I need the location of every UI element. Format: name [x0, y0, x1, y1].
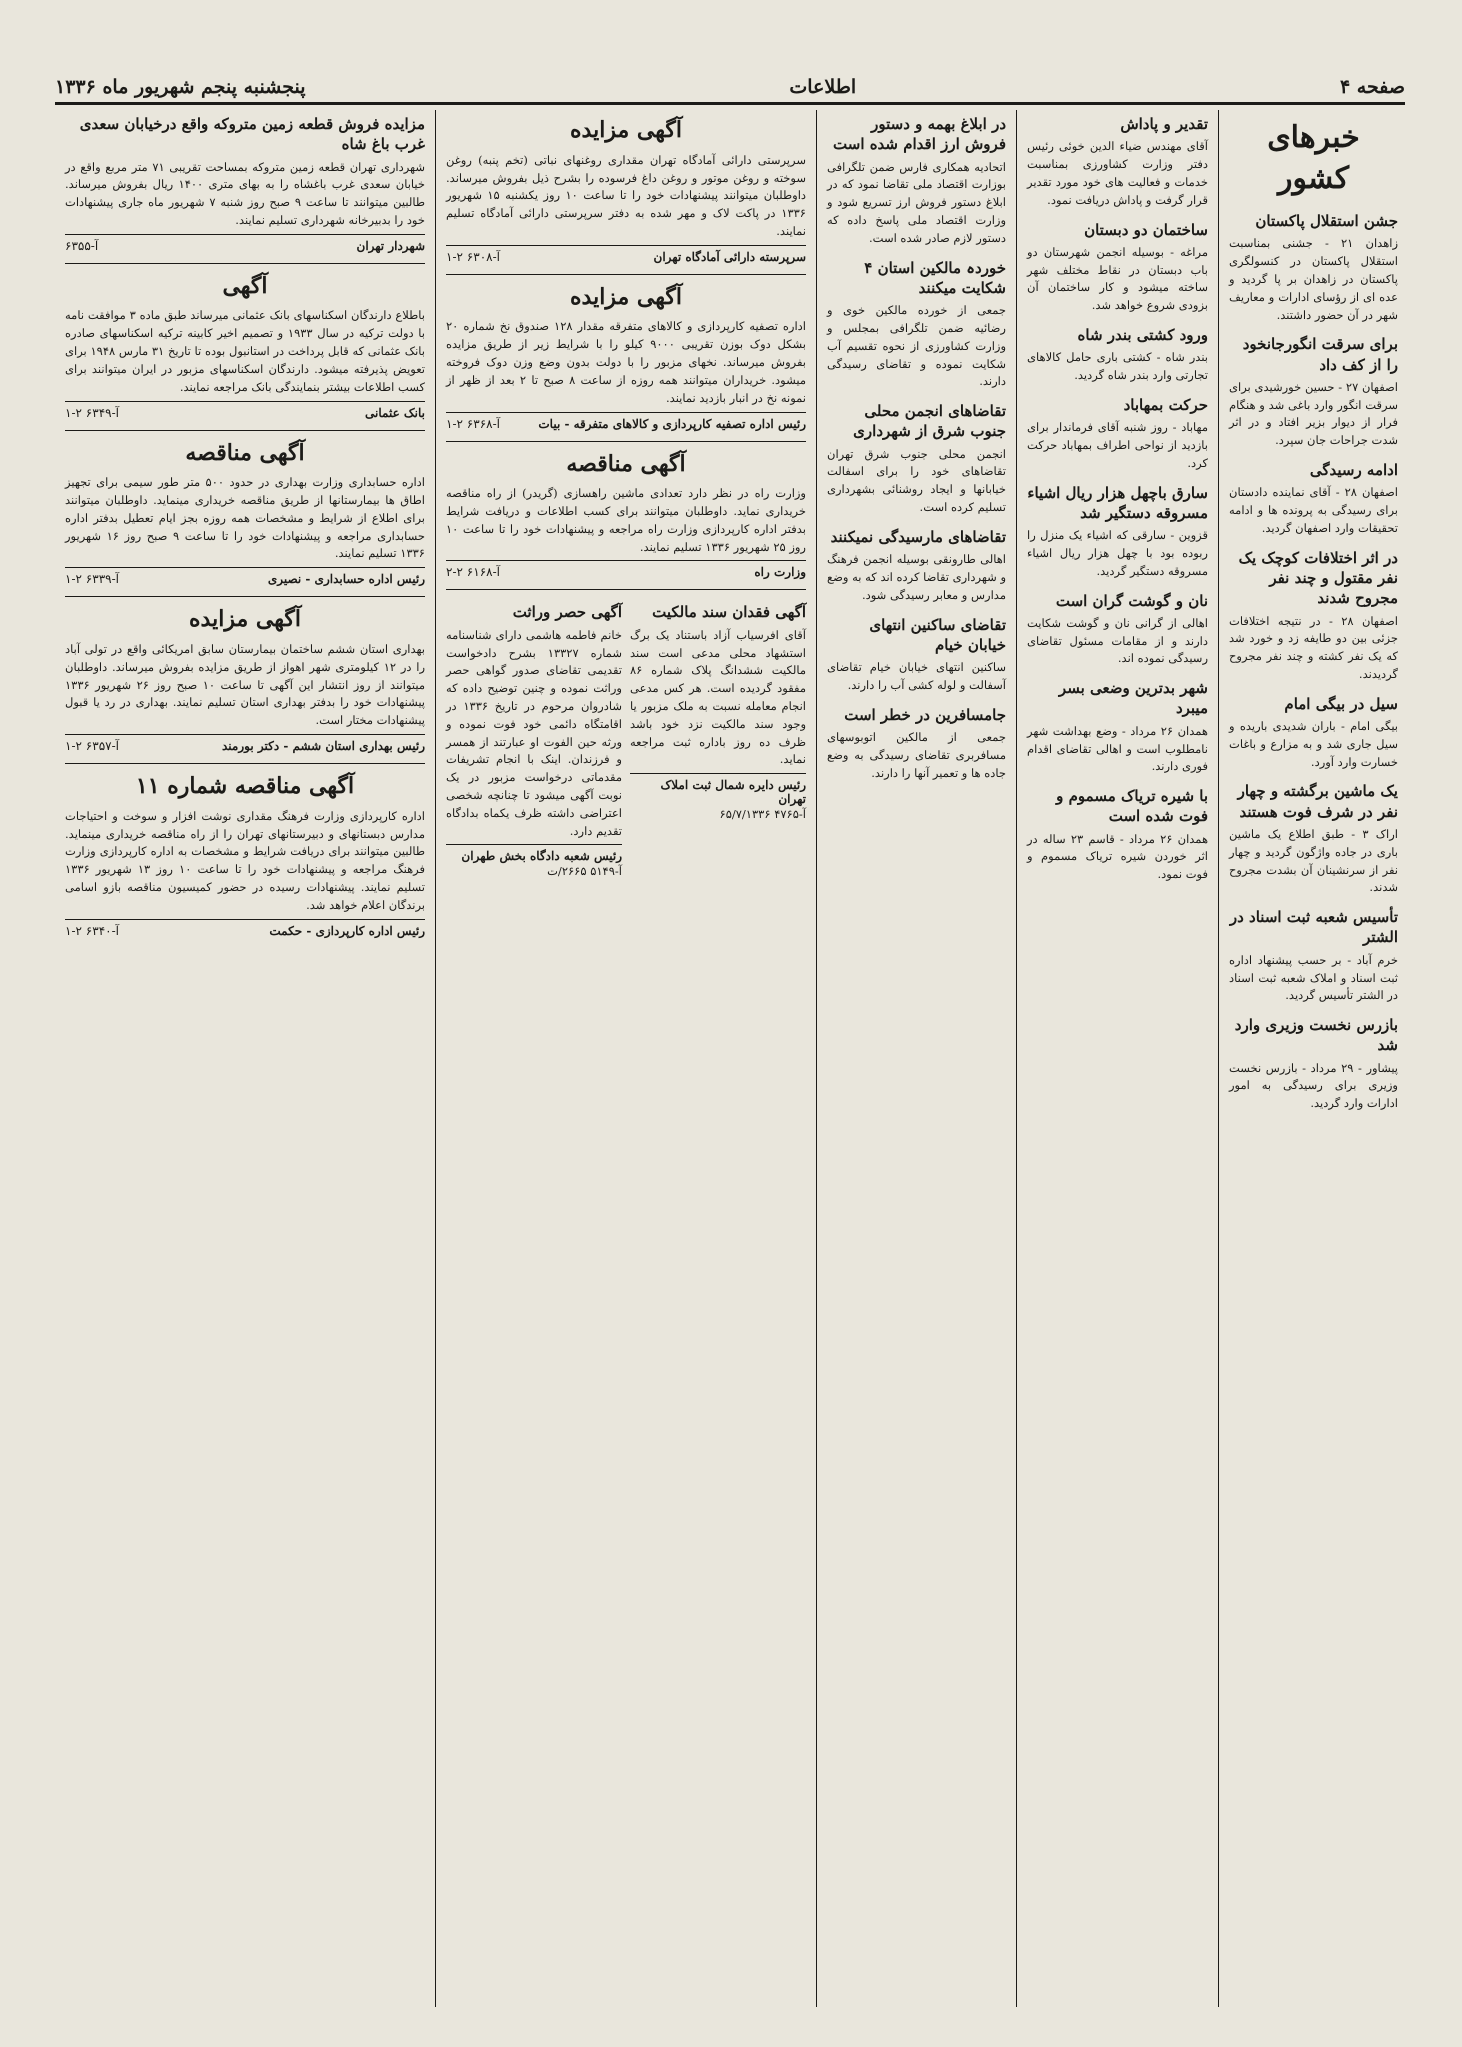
issue-date: پنجشنبه پنجم شهریور ماه ۱۳۳۶	[55, 76, 306, 98]
article-body: همدان ۲۶ مرداد - قاسم ۲۳ ساله در اثر خوردن شیره تریاک مسموم و فوت نمود.	[1027, 831, 1209, 882]
news-article	[1027, 786, 1208, 884]
ad-signature	[446, 245, 806, 264]
ad-issuer: رئیس اداره حسابداری - نصیری	[267, 572, 425, 587]
ad-signature	[65, 734, 425, 753]
article-headline: جامسافرین در خطر است	[844, 705, 1006, 724]
ad-issuer: رئیس شعبه دادگاه بخش طهران	[461, 849, 622, 864]
article-body: همدان ۲۶ مرداد - وضع بهداشت شهر نامطلوب است و اهالی تقاضای اقدام فوری دارند.	[1027, 723, 1208, 774]
article-headline: تأسیس شعبه ثبت اسناد در الشتر	[1229, 908, 1398, 947]
article-headline: ساختمان دو دبستان	[1084, 220, 1208, 239]
ad-body: اداره کارپردازی وزارت فرهنگ مقداری نوشت افزار و سوخت و احتیاجات مدارس دبستانهای و دبیرستانهای تهران را از راه مناقصه خریداری مینماید. طالبین میتوانند برای دریافت شرایط و مشخصات به اداره کارپردازی وزارت فرهنگ مراجعه و پیشنهادات خود را تا ساعت ۱۰ روز ۱۳ شهریور ۱۳۳۶ تسلیم نمایند. پیشنهادات رسیده در حضور کمیسیون مناقصه بازو اسامی برندگان اعلام خواهد شد.	[65, 808, 425, 912]
ad-signature	[630, 773, 806, 806]
ad-code: آ-۶۳۴۰ ۲-۱	[65, 923, 119, 938]
ad-signature	[446, 560, 806, 579]
ad-auction	[65, 605, 425, 753]
ad-tender	[446, 450, 806, 580]
ad-body: شهرداری تهران قطعه زمین متروکه بمساحت تقریبی ۷۱ متر مربع واقع در خیابان سعدی غرب باغشاه را به بهای متری ۱۴۰۰ ریال بفروش میرساند. طالبین میتوانند تا ساعت ۹ صبح روز شنبه ۷ شهریور ماه جاری پیشنهادات خود را بدبیرخانه شهرداری تسلیم نمایند.	[65, 159, 426, 227]
ad-auction	[446, 283, 806, 431]
article-body: اتحادیه همکاری فارس ضمن تلگرافی بوزارت اقتصاد ملی تقاضا نمود که در ابلاغ دستور فروش ارز تسریع شود و وزارت اقتصاد ملی پاسخ داده که دستور لازم صادر شده است.	[827, 159, 1006, 245]
news-article	[1229, 548, 1398, 684]
article-headline: با شیره تریاک مسموم و فوت شده است	[1056, 787, 1208, 826]
ad-body: اداره حسابداری وزارت بهداری در حدود ۵۰۰ متر طور سیمی برای تجهیز اطاق ها بیمارستانها از طریق مناقصه خریداری مینماید. داوطلبان میتوانند برای اطلاع از شرایط و مشخصات همه روزه بجز ایام تعطیل بدفتر اداره حسابداری مراجعه و پیشنهادات خود را تا ساعت ۹ صبح روز ۱۶ شهریور ۱۳۳۶ تسلیم نمایند.	[65, 475, 425, 561]
ad-land-sale	[65, 114, 425, 253]
ad-code: آ-۶۳۵۵	[65, 238, 99, 253]
article-body: زاهدان ۲۱ - جشنی بمناسبت استقلال پاکستان در کنسولگری پاکستان در زاهدان بر پا گردید و عده ای از رؤسای ادارات و معاریف شهر در آن حضور داشتند.	[1229, 236, 1399, 322]
ad-tender-11	[65, 772, 425, 938]
article-body: بندر شاه - کشتی باری حامل کالاهای تجارتی وارد بندر شاه گردید.	[1027, 350, 1208, 383]
ad-issuer: رئیس اداره کارپردازی - حکمت	[269, 923, 425, 938]
ad-body: وزارت راه در نظر دارد تعدادی ماشین راهسازی (گریدر) از راه مناقصه خریداری نماید. داوطلبان میتوانند برای کسب اطلاعات و دریافت شرایط بدفتر اداره کارپردازی وزارت راه مراجعه و پیشنهادات خود را تا ساعت ۱۰ روز ۲۵ شهریور ۱۳۳۶ تسلیم نمایند.	[446, 486, 806, 554]
page-number: صفحه ۴	[1339, 76, 1405, 98]
article-body: اهالی از گرانی نان و گوشت شکایت دارند و از مقامات مسئول تقاضای رسیدگی نموده اند.	[1027, 615, 1208, 666]
column-national-news	[1218, 110, 1408, 2007]
ad-issuer: وزارت راه	[754, 565, 806, 580]
news-article	[1229, 460, 1398, 538]
ad-code: آ-۶۳۶۸ ۲-۱	[446, 416, 500, 431]
ad-auction	[446, 116, 806, 264]
ad-signature	[65, 919, 425, 938]
news-article	[827, 401, 1006, 517]
ad-headline: آگهی فقدان سند مالکیت	[652, 603, 806, 622]
article-headline: نان و گوشت گران است	[1055, 591, 1208, 610]
article-headline: سارق باچهل هزار ریال اشیاء مسروقه دستگیر شد	[1027, 483, 1208, 522]
divider	[65, 763, 425, 764]
article-body: اهالی طارونقی بوسیله انجمن فرهنگ و شهرداری تقاضا کرده اند که به وضع مدارس و معابر رسیدگی شود.	[827, 552, 1006, 602]
article-body: آقای مهندس ضیاء الدین خوئی رئیس دفتر وزارت کشاورزی بمناسبت خدمات و فعالیت های خود مورد تقدیر قرار گرفت و پاداش دریافت نمود.	[1027, 139, 1208, 207]
divider	[65, 263, 425, 264]
news-article	[827, 705, 1006, 783]
ad-code: آ-۵۱۴۹ ۲۶۶۵/ت	[547, 864, 622, 879]
article-headline: تقاضای ساکنین انتهای خیابان خیام	[869, 615, 1006, 654]
ad-inheritance	[446, 598, 622, 881]
ad-code: آ-۶۳۰۸ ۲-۱	[446, 249, 500, 264]
ad-code: آ-۶۳۳۹ ۲-۱	[65, 572, 119, 587]
article-headline: سیل در بیگی امام	[1284, 694, 1398, 713]
article-headline: ادامه رسیدگی	[1309, 461, 1398, 480]
article-headline: شهر بدترین وضعی بسر میبرد	[1058, 679, 1208, 718]
article-body: مراغه - بوسیله انجمن شهرستان دو باب دبستان در نقاط مختلف شهر ساخته میشود و کار ساختمان آن بزودی شروع خواهد شد.	[1027, 244, 1208, 313]
ad-headline: آگهی مزایده	[570, 283, 682, 310]
divider	[65, 596, 425, 597]
divider	[446, 441, 806, 442]
news-article	[1027, 220, 1208, 316]
article-body: مهاباد - روز شنبه آقای فرماندار برای بازدید از نواحی اطراف بمهاباد حرکت کرد.	[1027, 420, 1208, 470]
masthead	[55, 72, 1405, 105]
ad-body: بهداری استان ششم ساختمان بیمارستان سابق امریکائی واقع در تولی آباد را در ۱۲ کیلومتری شهر اهواز از طریق مزایده بفروش میرساند. داوطلبان میتوانند از روز انتشار این آگهی تا ساعت ۱۰ صبح روز ۲۶ شهریور ۱۳۳۶ پیشنهادات خود را بدفتر بهداری استان تسلیم نمایند. بهداری در رد یا قبول پیشنهادات مختار است.	[65, 641, 426, 728]
article-headline: در اثر اختلافات کوچک یک نفر مقتول و چند نفر مجروح شدند	[1238, 548, 1398, 608]
ad-headline: آگهی مزایده	[189, 606, 301, 633]
ad-headline: آگهی حصر وراثت	[512, 603, 622, 622]
ad-lost-deed	[630, 598, 806, 881]
article-headline: برای سرقت انگورجانخود را از کف داد	[1242, 335, 1398, 374]
ad-signature	[446, 844, 622, 863]
ad-body: سرپرستی دارائی آمادگاه تهران مقداری روغنهای نباتی (تخم پنبه) روغن سوخته و روغن موتور و روغن داغ فرسوده را بشرح ذیل بفروش میرساند. داوطلبان میتوانند پیشنهادات خود را تا ساعت ۱۰ روز یکشنبه ۱۵ شهریور ۱۳۳۶ در پاکت لاک و مهر شده به دفتر سرپرستی دارائی آمادگاه تسلیم نمایند.	[446, 152, 807, 238]
news-article	[1229, 781, 1398, 897]
article-body: جمعی از مالکین اتوبوسهای مسافربری تقاضای رسیدگی به وضع جاده ها و تعمیر آنها را دارند.	[827, 729, 1006, 780]
article-body: قزوین - سارقی که اشیاء یک منزل را ربوده بود با چهل هزار ریال اشیاء مسروقه دستگیر گردید.	[1027, 528, 1208, 578]
ad-headline: آگهی مناقصه	[185, 439, 305, 466]
column-ads-2	[55, 110, 435, 2007]
ad-code: آ-۴۷۶۵ ۶۵/۷/۱۳۳۶	[719, 807, 806, 822]
ad-issuer: شهردار تهران	[356, 238, 425, 253]
article-headline: خوردہ مالکین استان ۴ شکایت میکنند	[864, 258, 1006, 297]
news-article	[1229, 907, 1398, 1005]
ad-tender	[65, 439, 425, 587]
ad-issuer: رئیس اداره تصفیه کارپردازی و کالاهای متفرقه - بیات	[538, 416, 806, 431]
ad-body: باطلاع دارندگان اسکناسهای بانک عثمانی میرساند طبق ماده ۳ موافقت نامه با دولت ترکیه در سال ۱۹۳۳ و تصمیم اخیر کابینه ترکیه اسکناسهای صادره بانک عثمانی که قابل پرداخت در استانبول بوده تا تاریخ ۳۱ مارس ۱۹۴۸ برای تعویض پذیرفته میشود. دارندگان اسکناسهای مزبور در ایران میتوانند برای کسب اطلاعات بیشتر بنمایندگی بانک مراجعه نمایند.	[65, 308, 426, 394]
news-article	[1027, 678, 1208, 776]
divider	[446, 589, 806, 590]
news-article	[1027, 114, 1208, 210]
newspaper-name: اطلاعات	[789, 76, 857, 98]
article-headline: حرکت بمهاباد	[1123, 395, 1208, 414]
news-article	[827, 527, 1006, 605]
article-body: پیشاور - ۲۹ مرداد - بازرس نخست وزیری برای رسیدگی به امور ادارات وارد گردید.	[1229, 1060, 1398, 1111]
column-ads-1	[435, 110, 816, 2007]
ad-issuer: رئیس دایره شمال ثبت املاک تهران	[660, 778, 806, 807]
ad-code: آ-۶۳۴۹ ۲-۱	[65, 405, 119, 420]
news-article	[1229, 1015, 1398, 1113]
divider	[446, 274, 806, 275]
section-title: خبرهای کشور	[1267, 120, 1360, 196]
column-news-3	[816, 110, 1016, 2007]
divider	[65, 430, 425, 431]
ad-headline: آگهی	[222, 272, 268, 299]
news-article	[1027, 325, 1208, 385]
news-article	[1027, 483, 1208, 581]
news-article	[1229, 694, 1398, 772]
ad-code: آ-۶۳۵۷ ۲-۱	[65, 739, 119, 753]
ad-code: آ-۶۱۶۸ ۲-۲	[446, 565, 500, 580]
ad-signature	[65, 401, 425, 420]
article-body: خرم آباد - بر حسب پیشنهاد اداره ثبت اسناد و املاک شعبه ثبت اسناد در الشتر تأسیس گردید.	[1229, 952, 1398, 1003]
ad-issuer: رئیس بهداری استان ششم - دکتر بورمند	[222, 739, 425, 753]
article-headline: یک ماشین برگشته و چهار نفر در شرف فوت هستند	[1237, 782, 1398, 821]
ad-body: اداره تصفیه کارپردازی و کالاهای متفرقه مقدار ۱۲۸ صندوق نخ شماره ۲۰ بشکل دوک بوزن تقریبی ۹۰۰۰ کیلو را با شرایط زیر از طریق مزایده بفروش میرساند. نخهای مزبور را با دولت بدون وضع وزن دوک فروخته میشود. خریداران میتوانند همه روزه از ساعت ۸ صبح تا ۲ بعد از ظهر از نمونه نخ در انبار بازدید نمایند.	[446, 319, 806, 405]
ad-headline: آگهی مناقصه شماره ۱۱	[135, 773, 355, 799]
ad-headline: مزایده فروش قطعه زمین متروکه واقع درخیابان سعدی غرب باغ شاه	[79, 115, 425, 154]
article-body: جمعی از خورده مالکین خوی و رضائیه ضمن تلگرافی بمجلس و وزارت کشاورزی از نحوه تقسیم آب شکایت نموده و تقاضای رسیدگی دارند.	[827, 303, 1006, 389]
article-body: انجمن محلی جنوب شرق تهران تقاضاهای خود را برای اسفالت خیابانها و ایجاد روشنائی بشهرداری تسلیم کرده است.	[827, 446, 1006, 515]
article-headline: در ابلاغ بهمه و دستور فروش ارز اقدام شده است	[833, 115, 1006, 154]
article-body: اصفهان ۲۸ - در نتیجه اختلافات جزئی بین دو طایفه زد و خورد شد که یک نفر کشته و چند نفر مجروح گردیدند.	[1229, 613, 1398, 681]
ad-notice	[65, 272, 425, 420]
article-headline: تقاضاهای مارسیدگی نمیکنند	[830, 527, 1006, 546]
article-body: اصفهان ۲۸ - آقای نماینده دادستان برای رسیدگی به پرونده ها و ادامه تحقیقات وارد اصفهان گردید.	[1229, 485, 1398, 535]
ad-signature	[446, 412, 806, 431]
article-body: اصفهان ۲۷ - حسین خورشیدی برای سرقت انگور وارد باغی شد و هنگام فرار از دیوار بزیر افتاد و در اثر شدت جراحات جان سپرد.	[1229, 379, 1399, 448]
ad-body: آقای افرسیاب آزاد باستناد یک برگ استشهاد محلی مدعی است سند مالکیت ششدانگ پلاک شماره ۸۶ مفقود گردیده است. هر کس مدعی انجام معامله نسبت به ملک مزبور یا وجود سند مالکیت نزد خود باشد ظرف ده روز باداره ثبت مراجعه نماید.	[630, 627, 806, 767]
news-article	[1229, 334, 1398, 450]
article-headline: ورود کشتی بندر شاه	[1077, 326, 1208, 344]
news-article	[1027, 591, 1208, 669]
ad-headline: آگهی مناقصه	[566, 450, 686, 477]
article-headline: تقدیر و پاداش	[1120, 115, 1208, 133]
ad-signature	[65, 567, 425, 586]
article-body: ساکنین انتهای خیابان خیام تقاضای آسفالت و لوله کشی آب را دارند.	[827, 660, 1006, 692]
news-article	[827, 615, 1006, 695]
news-article	[827, 114, 1006, 248]
news-article	[827, 258, 1006, 392]
ad-headline: آگهی مزایده	[570, 117, 682, 143]
ad-issuer: بانک عثمانی	[365, 405, 425, 420]
ad-issuer: سرپرسته دارائی آمادگاه تهران	[653, 249, 806, 264]
column-news-2	[1016, 110, 1218, 2007]
article-headline: بازرس نخست وزیری وارد شد	[1234, 1016, 1398, 1055]
ad-body: خانم فاطمه هاشمی دارای شناسنامه شماره ۱۳۳۲۷ بشرح دادخواست تقدیمی تقاضای صدور گواهی حصر وراثت نموده و چنین توضیح داده که شادروان مرحوم در تاریخ ۱۳۳۶ در اقامتگاه دائمی خود فوت نموده و ورثه حین الفوت او عبارتند از همسر و فرزندان. اینک با انجام تشریفات مقدماتی درخواست مزبور در یک نوبت آگهی میشود تا چنانچه شخصی اعتراضی داشته ظرف یکماه بدادگاه تقدیم دارد.	[446, 627, 622, 838]
article-headline: جشن استقلال پاکستان	[1255, 212, 1398, 230]
article-body: اراک ۳ - طبق اطلاع یک ماشین باری در جاده واژگون گردید و چهار نفر از سرنشینان آن بشدت مجروح شدند.	[1229, 826, 1398, 895]
article-headline: تقاضاهای انجمن محلی جنوب شرق از شهرداری	[853, 402, 1006, 441]
ad-pair	[446, 598, 806, 891]
news-article	[1027, 395, 1208, 473]
news-article	[1229, 211, 1398, 324]
article-body: بیگی امام - باران شدیدی باریده و سیل جاری شد و به مزارع و باغات خسارت وارد آورد.	[1229, 719, 1398, 769]
ad-signature	[65, 234, 425, 253]
